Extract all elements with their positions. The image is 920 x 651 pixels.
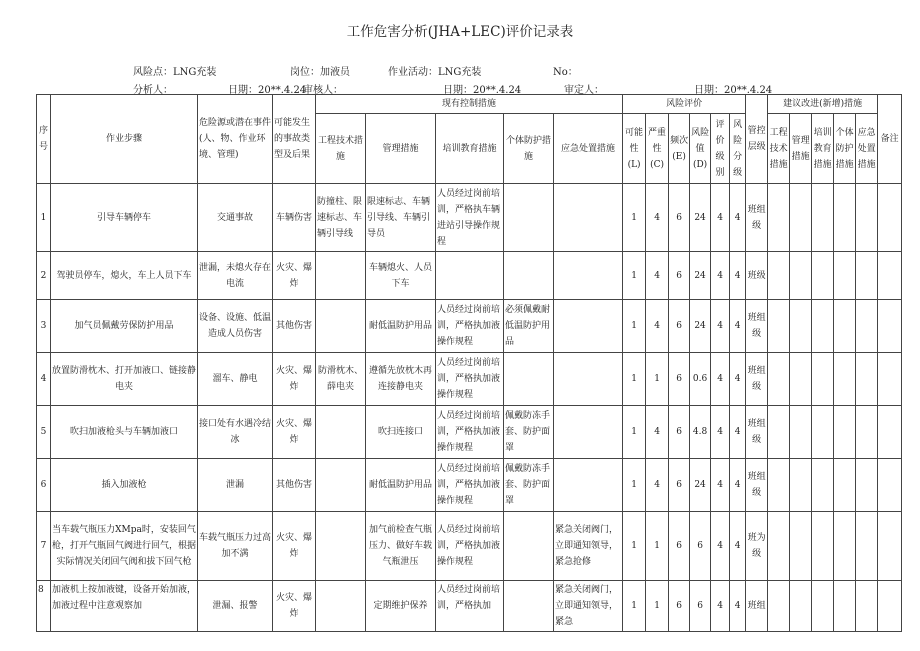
table-row xyxy=(37,353,902,406)
cell-D: 6 xyxy=(690,512,711,581)
cell-mgmt: 耐低温防护用品 xyxy=(366,459,436,512)
cell-emergency xyxy=(554,406,623,459)
cell-ppe xyxy=(504,353,554,406)
cell-ppe xyxy=(504,581,554,632)
cell-D: 24 xyxy=(690,184,711,252)
cell-D: 0.6 xyxy=(690,353,711,406)
cell-ppe: 必须佩戴耐低温防护用品 xyxy=(504,300,554,353)
cell-no: 2 xyxy=(37,252,51,300)
cell-risk-level: 4 xyxy=(730,184,746,252)
cell-E: 6 xyxy=(669,406,690,459)
cell-mgmt: 定期维护保养 xyxy=(366,581,436,632)
cell-eng: 防撞柱、限速标志、车辆引导线 xyxy=(316,184,366,252)
cell-mgmt: 遵循先放枕木再连接静电夹 xyxy=(366,353,436,406)
cell-control-level: 班组级 xyxy=(746,184,768,252)
cell-L: 1 xyxy=(623,406,646,459)
cell-C: 4 xyxy=(646,300,669,353)
cell-step: 当车载气瓶压力XMpa时，安装回气枪，打开气瓶回气阀进行回气，根据实际情况关闭回气阀和拔下回气枪 xyxy=(51,512,198,581)
cell-D: 4.8 xyxy=(690,406,711,459)
cell-hazard: 泄漏 xyxy=(198,459,273,512)
cell-step: 加液机上按加液键，设备开始加液，加液过程中注意观察加 xyxy=(51,581,198,632)
cell-consequence: 火灾、爆炸 xyxy=(273,406,316,459)
header-s-train: 培训教育措施 xyxy=(812,114,834,184)
cell-L: 1 xyxy=(623,300,646,353)
meta-date-3: 日期：20**.4.24 xyxy=(694,85,773,96)
cell-mgmt: 限速标志、车辆引导线、车辆引导员 xyxy=(366,184,436,252)
cell-consequence: 火灾、爆炸 xyxy=(273,353,316,406)
cell-C: 4 xyxy=(646,184,669,252)
cell-eng xyxy=(316,512,366,581)
header-E: 频次(E) xyxy=(669,114,690,184)
meta-reviewer: 审核人： xyxy=(303,85,343,96)
cell-control-level: 班为级 xyxy=(746,512,768,581)
cell-grade: 4 xyxy=(711,353,730,406)
table-row xyxy=(37,300,902,353)
cell-step: 吹扫加液枪头与车辆加液口 xyxy=(51,406,198,459)
meta-no: No： xyxy=(553,67,578,78)
table-row xyxy=(37,406,902,459)
cell-risk-level: 4 xyxy=(730,353,746,406)
cell-eng xyxy=(316,252,366,300)
cell-training: 人员经过岗前培训，严格执车辆进站引导操作规程 xyxy=(436,184,504,252)
cell-L: 1 xyxy=(623,184,646,252)
cell-hazard: 泄漏、报警 xyxy=(198,581,273,632)
cell-no: 6 xyxy=(37,459,51,512)
cell-ppe xyxy=(504,252,554,300)
cell-training: 人员经过岗前培训，严格执加液操作规程 xyxy=(436,353,504,406)
header-C: 严重性(C) xyxy=(646,114,669,184)
cell-no: 3 xyxy=(37,300,51,353)
header-grade: 评价级别 xyxy=(711,114,730,184)
cell-E: 6 xyxy=(669,512,690,581)
cell-risk-level: 4 xyxy=(730,459,746,512)
table-row xyxy=(37,581,902,632)
header-mgmt: 管理措施 xyxy=(366,114,436,184)
cell-grade: 4 xyxy=(711,512,730,581)
meta-date-2: 日期：20**.4.24 xyxy=(443,85,522,96)
cell-control-level: 班组级 xyxy=(746,300,768,353)
cell-emergency: 紧急关闭阀门，立即通知领导，紧急 xyxy=(554,581,623,632)
header-suggestions: 建议改进(新增)措施 xyxy=(768,95,878,114)
table-row xyxy=(37,459,902,512)
meta-approver: 审定人： xyxy=(564,85,604,96)
cell-mgmt: 耐低温防护用品 xyxy=(366,300,436,353)
meta-date-1: 日期：20**.4.24 xyxy=(228,85,307,96)
cell-emergency xyxy=(554,459,623,512)
cell-step: 放置防滑枕木、打开加液口、链接静电夹 xyxy=(51,353,198,406)
cell-risk-level: 4 xyxy=(730,581,746,632)
cell-no: 1 xyxy=(37,184,51,252)
meta-risk-point: 风险点：LNG充装 xyxy=(133,67,217,78)
cell-control-level: 班组 xyxy=(746,581,768,632)
cell-control-level: 班级 xyxy=(746,252,768,300)
cell-step: 加气员佩戴劳保防护用品 xyxy=(51,300,198,353)
cell-control-level: 班组级 xyxy=(746,353,768,406)
cell-training: 人员经过岗前培训，严格执加液操作规程 xyxy=(436,512,504,581)
cell-ppe: 佩戴防冻手套、防护面罩 xyxy=(504,406,554,459)
cell-consequence: 其他伤害 xyxy=(273,459,316,512)
cell-grade: 4 xyxy=(711,581,730,632)
cell-mgmt: 吹扫连接口 xyxy=(366,406,436,459)
header-D: 风险值(D) xyxy=(690,114,711,184)
cell-C: 1 xyxy=(646,512,669,581)
header-step: 作业步骤 xyxy=(51,95,198,184)
cell-no: 4 xyxy=(37,353,51,406)
cell-training: 人员经过岗前培训，严格执加 xyxy=(436,581,504,632)
header-s-eng: 工程技术措施 xyxy=(768,114,790,184)
cell-eng xyxy=(316,300,366,353)
cell-risk-level: 4 xyxy=(730,406,746,459)
cell-step: 驾驶员停车，熄火，车上人员下车 xyxy=(51,252,198,300)
cell-consequence: 火灾、爆炸 xyxy=(273,512,316,581)
cell-no: 8 xyxy=(37,581,51,632)
cell-C: 4 xyxy=(646,406,669,459)
header-eng: 工程技术措施 xyxy=(316,114,366,184)
jha-table xyxy=(36,94,902,632)
cell-training: 人员经过岗前培训，严格执加液操作规程 xyxy=(436,459,504,512)
cell-eng: 防滑枕木、薛电夹 xyxy=(316,353,366,406)
table-row xyxy=(37,184,902,252)
header-risk-level: 风险分级 xyxy=(730,114,746,184)
cell-ppe xyxy=(504,512,554,581)
cell-consequence: 其他伤害 xyxy=(273,300,316,353)
header-remark: 备注 xyxy=(878,95,902,184)
header-hazard: 危险源或潜在事件(人、物、作业环境、管理) xyxy=(198,95,273,184)
table-row xyxy=(37,252,902,300)
cell-training: 人员经过岗前培训，严格执加液操作规程 xyxy=(436,300,504,353)
cell-hazard: 设备、设施、低温造成人员伤害 xyxy=(198,300,273,353)
header-training: 培训教育措施 xyxy=(436,114,504,184)
cell-E: 6 xyxy=(669,184,690,252)
cell-L: 1 xyxy=(623,581,646,632)
cell-grade: 4 xyxy=(711,406,730,459)
cell-control-level: 班组级 xyxy=(746,406,768,459)
cell-risk-level: 4 xyxy=(730,252,746,300)
header-risk-eval: 风险评价 xyxy=(623,95,746,114)
header-consequence: 可能发生的事故类型及后果 xyxy=(273,95,316,184)
cell-E: 6 xyxy=(669,353,690,406)
document-title: 工作危害分析(JHA+LEC)评价记录表 xyxy=(346,24,574,40)
table-row xyxy=(37,512,902,581)
cell-eng xyxy=(316,459,366,512)
header-seq: 序号 xyxy=(37,95,51,184)
cell-E: 6 xyxy=(669,459,690,512)
cell-consequence: 火灾、爆炸 xyxy=(273,252,316,300)
cell-hazard: 接口处有水遇冷结冰 xyxy=(198,406,273,459)
cell-eng xyxy=(316,406,366,459)
cell-emergency xyxy=(554,353,623,406)
header-s-emerg: 应急处置措施 xyxy=(856,114,878,184)
cell-emergency: 紧急关闭阀门，立即通知领导，紧急抢修 xyxy=(554,512,623,581)
cell-step: 引导车辆停车 xyxy=(51,184,198,252)
cell-L: 1 xyxy=(623,252,646,300)
cell-risk-level: 4 xyxy=(730,300,746,353)
cell-risk-level: 4 xyxy=(730,512,746,581)
header-control-level: 管控层级 xyxy=(746,95,768,184)
header-ppe: 个体防护措施 xyxy=(504,114,554,184)
cell-grade: 4 xyxy=(711,459,730,512)
cell-C: 4 xyxy=(646,459,669,512)
cell-L: 1 xyxy=(623,512,646,581)
cell-ppe xyxy=(504,184,554,252)
cell-hazard: 泄漏，未熄火存在电流 xyxy=(198,252,273,300)
cell-no: 5 xyxy=(37,406,51,459)
meta-position: 岗位：加液员 xyxy=(290,67,350,78)
meta-analyst: 分析人： xyxy=(133,85,173,96)
cell-L: 1 xyxy=(623,459,646,512)
cell-grade: 4 xyxy=(711,184,730,252)
cell-D: 6 xyxy=(690,581,711,632)
cell-emergency xyxy=(554,184,623,252)
cell-emergency xyxy=(554,252,623,300)
cell-consequence: 火灾、爆炸 xyxy=(273,581,316,632)
cell-mgmt: 加气前检查气瓶压力、做好车载气瓶泄压 xyxy=(366,512,436,581)
header-emergency: 应急处置措施 xyxy=(554,114,623,184)
cell-hazard: 溜车、静电 xyxy=(198,353,273,406)
cell-L: 1 xyxy=(623,353,646,406)
cell-E: 6 xyxy=(669,300,690,353)
meta-activity: 作业活动：LNG充装 xyxy=(388,67,482,78)
cell-C: 1 xyxy=(646,353,669,406)
cell-ppe: 佩戴防冻手套、防护面罩 xyxy=(504,459,554,512)
header-existing-controls: 现有控制措施 xyxy=(316,95,623,114)
cell-training xyxy=(436,252,504,300)
cell-C: 1 xyxy=(646,581,669,632)
cell-step: 插入加液枪 xyxy=(51,459,198,512)
cell-D: 24 xyxy=(690,252,711,300)
cell-consequence: 车辆伤害 xyxy=(273,184,316,252)
cell-eng xyxy=(316,581,366,632)
cell-no: 7 xyxy=(37,512,51,581)
cell-grade: 4 xyxy=(711,300,730,353)
header-s-ppe: 个体防护措施 xyxy=(834,114,856,184)
header-L: 可能性(L) xyxy=(623,114,646,184)
cell-training: 人员经过岗前培训，严格执加液操作规程 xyxy=(436,406,504,459)
cell-E: 6 xyxy=(669,252,690,300)
cell-E: 6 xyxy=(669,581,690,632)
cell-C: 4 xyxy=(646,252,669,300)
cell-control-level: 班组级 xyxy=(746,459,768,512)
cell-hazard: 交通事故 xyxy=(198,184,273,252)
cell-D: 24 xyxy=(690,459,711,512)
cell-mgmt: 车辆熄火、人员下车 xyxy=(366,252,436,300)
header-s-mgmt: 管理措施 xyxy=(790,114,812,184)
cell-D: 24 xyxy=(690,300,711,353)
cell-emergency xyxy=(554,300,623,353)
cell-hazard: 车载气瓶压力过高加不满 xyxy=(198,512,273,581)
cell-grade: 4 xyxy=(711,252,730,300)
